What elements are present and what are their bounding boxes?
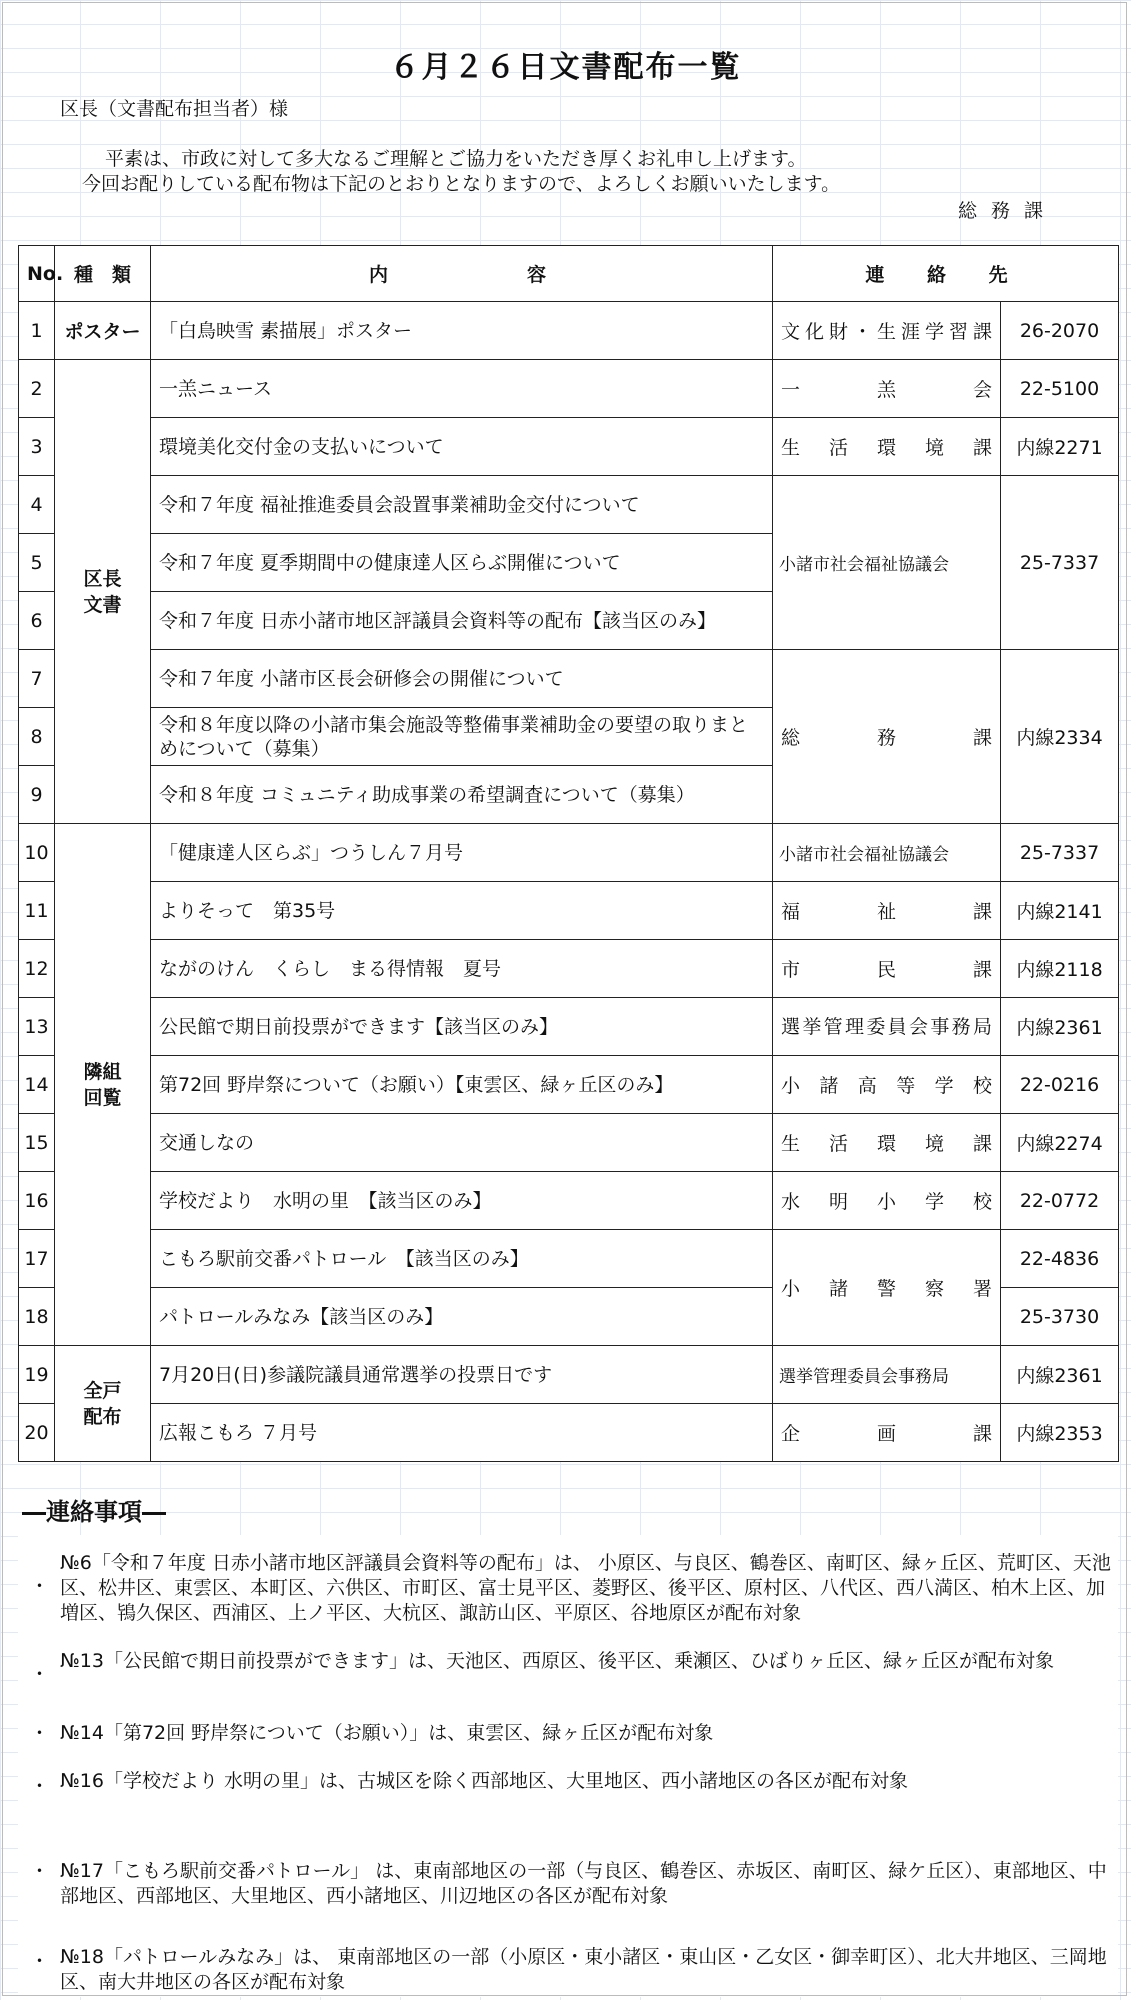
row-dept: 一羔会 xyxy=(773,360,1001,418)
table-row xyxy=(19,1114,1119,1172)
row-kind: ポスター xyxy=(55,302,151,360)
table-row xyxy=(19,824,1119,882)
note-text: №14「第72回 野岸祭について（お願い）」は、東雲区、緑ヶ丘区が配布対象 xyxy=(60,1722,714,1744)
row-dept: 市民課 xyxy=(773,940,1001,998)
note-item xyxy=(18,1817,1118,1927)
row-no: 14 xyxy=(19,1056,55,1114)
row-tel: 内線2271 xyxy=(1001,418,1119,476)
table-row xyxy=(19,476,1119,534)
row-dept: 生活環境課 xyxy=(773,418,1001,476)
row-dept: 小諸警察署 xyxy=(773,1230,1001,1346)
row-content: よりそって 第35号 xyxy=(151,882,773,940)
note-text: №16「学校だより 水明の里」は、古城区を除く西部地区、大里地区、西小諸地区の各区が配布対象 xyxy=(60,1770,908,1792)
row-content: 公民館で期日前投票ができます【該当区のみ】 xyxy=(151,998,773,1056)
note-text: №13「公民館で期日前投票ができます」は、天池区、西原区、後平区、乗瀬区、ひばりヶ丘区、緑ヶ丘区が配布対象 xyxy=(60,1650,1054,1672)
header-content: 内 容 xyxy=(151,246,773,302)
row-tel: 22-0772 xyxy=(1001,1172,1119,1230)
row-no: 9 xyxy=(19,766,55,824)
row-no: 1 xyxy=(19,302,55,360)
row-tel: 内線2361 xyxy=(1001,998,1119,1056)
row-content: 一羔ニュース xyxy=(151,360,773,418)
row-no: 6 xyxy=(19,592,55,650)
row-no: 8 xyxy=(19,708,55,766)
row-content: 学校だより 水明の里 【該当区のみ】 xyxy=(151,1172,773,1230)
row-tel: 22-5100 xyxy=(1001,360,1119,418)
note-item xyxy=(18,1757,1118,1817)
row-no: 2 xyxy=(19,360,55,418)
row-content: 令和７年度 夏季期間中の健康達人区らぶ開催について xyxy=(151,534,773,592)
row-content: 令和７年度 小諸市区長会研修会の開催について xyxy=(151,650,773,708)
row-tel: 26-2070 xyxy=(1001,302,1119,360)
row-tel: 25-7337 xyxy=(1001,476,1119,650)
row-dept: 小諸市社会福祉協議会 xyxy=(773,476,1001,650)
row-content: 第72回 野岸祭について（お願い）【東雲区、緑ヶ丘区のみ】 xyxy=(151,1056,773,1114)
table-row xyxy=(19,1230,1119,1288)
row-content: 「健康達人区らぶ」つうしん７月号 xyxy=(151,824,773,882)
header-kind: 種 類 xyxy=(55,246,151,302)
bullet: ・ xyxy=(30,1860,50,1883)
bullet: ・ xyxy=(30,1722,50,1745)
note-item xyxy=(18,1927,1118,1997)
table-row xyxy=(19,1172,1119,1230)
row-dept: 文化財・生涯学習課 xyxy=(773,302,1001,360)
row-dept: 生活環境課 xyxy=(773,1114,1001,1172)
notes-title: ―連絡事項― xyxy=(22,1498,166,1526)
row-content: パトロールみなみ【該当区のみ】 xyxy=(151,1288,773,1346)
row-no: 3 xyxy=(19,418,55,476)
table-row xyxy=(19,650,1119,708)
row-content: 令和８年度以降の小諸市集会施設等整備事業補助金の要望の取りまとめについて（募集） xyxy=(151,708,773,766)
row-tel: 内線2274 xyxy=(1001,1114,1119,1172)
row-no: 10 xyxy=(19,824,55,882)
table-row xyxy=(19,360,1119,418)
row-content: 令和８年度 コミュニティ助成事業の希望調査について（募集） xyxy=(151,766,773,824)
row-no: 5 xyxy=(19,534,55,592)
row-dept: 小諸市社会福祉協議会 xyxy=(773,824,1001,882)
table-row xyxy=(19,1056,1119,1114)
row-no: 19 xyxy=(19,1346,55,1404)
row-dept: 選挙管理委員会事務局 xyxy=(773,998,1001,1056)
table-row xyxy=(19,1404,1119,1462)
bullet: ・ xyxy=(30,1950,50,1973)
row-dept: 水明小学校 xyxy=(773,1172,1001,1230)
row-kind-zenko: 全戸 配布 xyxy=(55,1346,151,1462)
note-item xyxy=(18,1711,1118,1757)
row-content: 令和７年度 福祉推進委員会設置事業補助金交付について xyxy=(151,476,773,534)
bullet: ・ xyxy=(30,1575,50,1598)
row-content: 広報こもろ ７月号 xyxy=(151,1404,773,1462)
row-tel: 22-4836 xyxy=(1001,1230,1119,1288)
distribution-table xyxy=(18,245,1119,1462)
row-content: こもろ駅前交番パトロール 【該当区のみ】 xyxy=(151,1230,773,1288)
row-content: 7月20日(日)参議院議員通常選挙の投票日です xyxy=(151,1346,773,1404)
row-tel: 内線2118 xyxy=(1001,940,1119,998)
row-tel: 25-7337 xyxy=(1001,824,1119,882)
table-row xyxy=(19,302,1119,360)
addressee: 区長（文書配布担当者）様 xyxy=(60,98,289,120)
greeting-line-1: 平素は、市政に対して多大なるご理解とご協力をいただき厚くお礼申し上げます。 xyxy=(105,148,807,170)
row-tel: 内線2141 xyxy=(1001,882,1119,940)
table-row xyxy=(19,998,1119,1056)
page-title: ６月２６日文書配布一覧 xyxy=(389,50,742,85)
row-no: 16 xyxy=(19,1172,55,1230)
row-no: 12 xyxy=(19,940,55,998)
bullet: ・ xyxy=(30,1663,50,1686)
note-text: №18「パトロールみなみ」は、 東南部地区の一部（小原区・東小諸区・東山区・乙女区・御幸町区）、北大井地区、三岡地区、南大井地区の各区が配布対象 xyxy=(60,1946,1107,1993)
row-tel: 内線2361 xyxy=(1001,1346,1119,1404)
table-row xyxy=(19,882,1119,940)
row-content: 環境美化交付金の支払いについて xyxy=(151,418,773,476)
row-tel: 内線2353 xyxy=(1001,1404,1119,1462)
row-kind-kucho: 区長 文書 xyxy=(55,360,151,824)
note-item xyxy=(18,1535,1118,1639)
row-no: 20 xyxy=(19,1404,55,1462)
note-item xyxy=(18,1639,1118,1711)
header-contact: 連 絡 先 xyxy=(773,246,1119,302)
notes-list xyxy=(18,1535,1118,1997)
row-tel: 25-3730 xyxy=(1001,1288,1119,1346)
table-header-row xyxy=(19,246,1119,302)
row-no: 18 xyxy=(19,1288,55,1346)
bullet: ・ xyxy=(30,1775,50,1798)
table-row xyxy=(19,418,1119,476)
row-tel: 22-0216 xyxy=(1001,1056,1119,1114)
row-dept: 企画課 xyxy=(773,1404,1001,1462)
row-content: 交通しなの xyxy=(151,1114,773,1172)
row-dept: 小諸高等学校 xyxy=(773,1056,1001,1114)
row-kind-tonarigumi: 隣組 回覧 xyxy=(55,824,151,1346)
greeting-line-2: 今回お配りしている配布物は下記のとおりとなりますので、よろしくお願いいたします。 xyxy=(82,173,841,195)
row-dept: 選挙管理委員会事務局 xyxy=(773,1346,1001,1404)
row-no: 15 xyxy=(19,1114,55,1172)
row-content: 令和７年度 日赤小諸市地区評議員会資料等の配布【該当区のみ】 xyxy=(151,592,773,650)
table-row xyxy=(19,1346,1119,1404)
note-text: №6「令和７年度 日赤小諸市地区評議員会資料等の配布」は、 小原区、与良区、鶴巻区、南町区、緑ヶ丘区、荒町区、天池区、松井区、東雲区、本町区、六供区、市町区、富士見平区、菱野区、後平区、原村区、八代区、西八満区、柏木上区、加増区、鴇久保区、西浦区、上ノ平区、大杭区、諏訪山区、平原区、谷地原区が配布対象 xyxy=(60,1552,1111,1624)
row-no: 13 xyxy=(19,998,55,1056)
note-text: №17「こもろ駅前交番パトロール」 は、東南部地区の一部（与良区、鶴巻区、赤坂区、南町区、緑ケ丘区）、東部地区、中部地区、西部地区、大里地区、西小諸地区、川辺地区の各区が配布対象 xyxy=(60,1860,1107,1907)
row-no: 11 xyxy=(19,882,55,940)
row-dept: 総務課 xyxy=(773,650,1001,824)
row-dept: 福祉課 xyxy=(773,882,1001,940)
row-content: ながのけん くらし まる得情報 夏号 xyxy=(151,940,773,998)
sender: 総務課 xyxy=(958,200,1058,222)
row-no: 7 xyxy=(19,650,55,708)
row-no: 17 xyxy=(19,1230,55,1288)
row-content: 「白鳥映雪 素描展」ポスター xyxy=(151,302,773,360)
table-row xyxy=(19,940,1119,998)
row-no: 4 xyxy=(19,476,55,534)
row-tel: 内線2334 xyxy=(1001,650,1119,824)
header-no: No. xyxy=(19,246,55,302)
